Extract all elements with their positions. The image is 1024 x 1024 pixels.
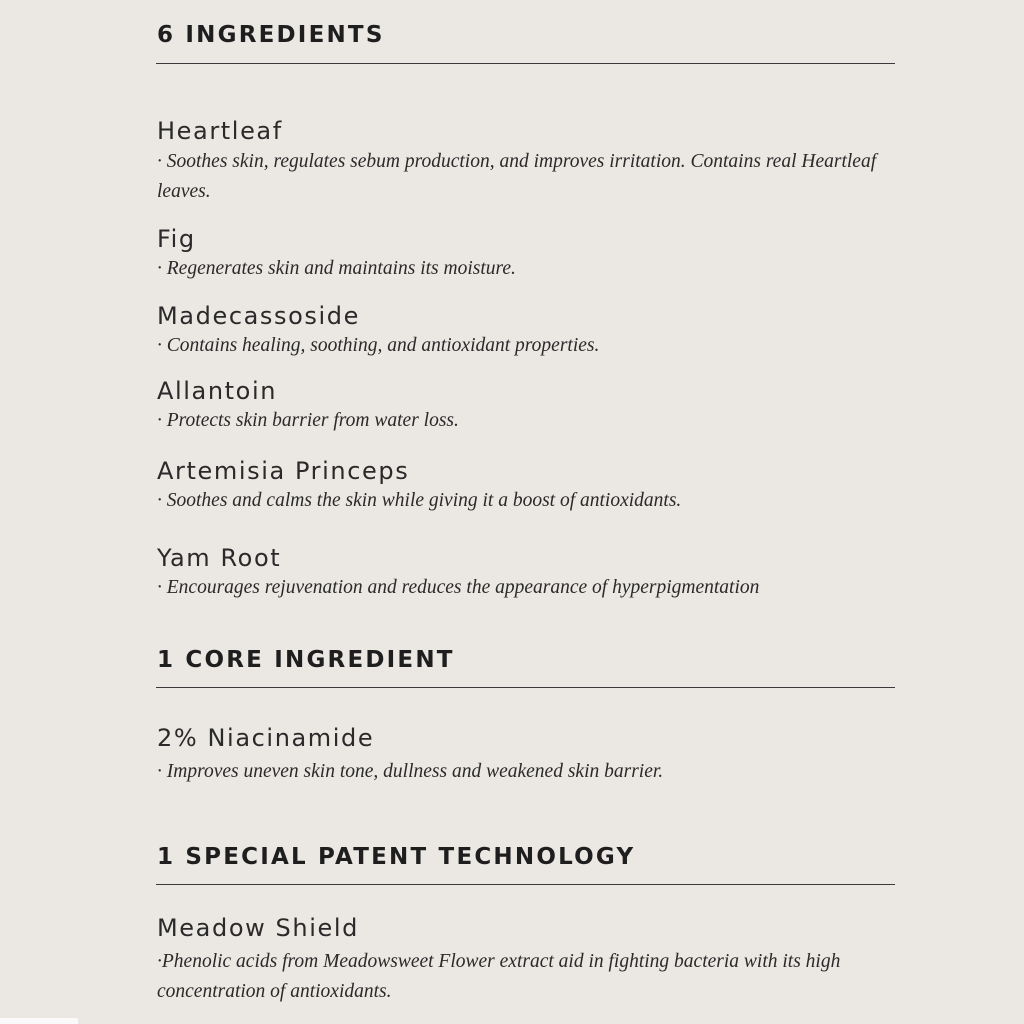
ingredient-name: Madecassoside [157,302,360,330]
ingredient-name: Fig [157,225,196,253]
corner-strip [0,1018,78,1024]
ingredient-name: Artemisia Princeps [157,457,410,485]
ingredient-description: · Improves uneven skin tone, dullness and weakened skin barrier. [157,761,664,782]
section-title-core-ingredient: 1 CORE INGREDIENT [157,647,455,673]
ingredient-name: Yam Root [157,544,282,572]
section-divider [156,687,895,688]
section-divider [156,884,895,885]
ingredient-description: · Regenerates skin and maintains its moisture. [157,258,516,279]
ingredient-name: Allantoin [157,377,278,405]
section-divider [156,63,895,64]
ingredient-name: 2% Niacinamide [157,724,375,752]
ingredient-description: · Soothes and calms the skin while giving it a boost of antioxidants. [157,490,682,511]
ingredient-name: Heartleaf [157,117,283,145]
ingredient-description: · Protects skin barrier from water loss. [157,410,459,431]
ingredient-description: · Encourages rejuvenation and reduces the appearance of hyperpigmentation [157,577,760,598]
ingredient-description: · Contains healing, soothing, and antioxidant properties. [157,335,600,356]
section-title-ingredients: 6 INGREDIENTS [157,22,385,48]
ingredient-description: ·Phenolic acids from Meadowsweet Flower extract aid in fighting bacteria with its high concentration of antioxidants. [157,951,841,1002]
ingredient-name: Meadow Shield [157,914,359,942]
section-title-patent-technology: 1 SPECIAL PATENT TECHNOLOGY [157,844,636,870]
ingredient-description: · Soothes skin, regulates sebum production, and improves irritation. Contains real Heartleaf leaves. [157,151,877,202]
